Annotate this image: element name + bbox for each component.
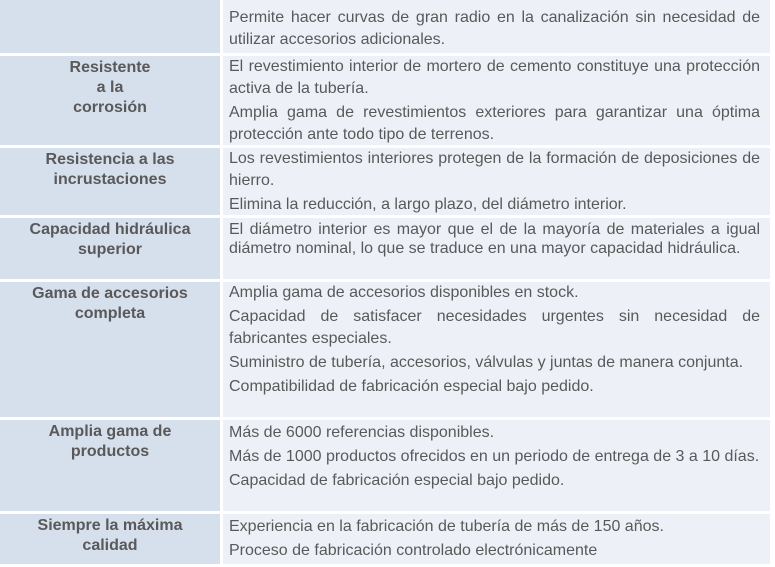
row-paragraph: Los revestimientos interiores protegen de la formación de deposiciones de hierro.: [229, 150, 760, 189]
row-label: Amplia gama de productos: [0, 420, 220, 511]
row-content: [223, 218, 770, 279]
row-paragraph: Proceso de fabricación controlado electrónicamente: [229, 542, 598, 559]
row-paragraph: Amplia gama de revestimientos exteriores para garantizar una óptima protección ante todo tipo de terrenos.: [229, 104, 760, 143]
row-paragraph: Compatibilidad de fabricación especial bajo pedido.: [229, 378, 594, 395]
row-paragraph: Elimina la reducción, a largo plazo, del diámetro interior.: [229, 196, 627, 213]
table-row-incrustations: [0, 148, 770, 218]
row-paragraph: Más de 1000 productos ofrecidos en un periodo de entrega de 3 a 10 días.: [229, 448, 760, 465]
row-label: [0, 0, 220, 53]
row-paragraph: Amplia gama de accesorios disponibles en stock.: [229, 284, 579, 301]
row-content: [223, 514, 770, 564]
table-row-corrosion: [0, 56, 770, 148]
row-paragraph: Capacidad de fabricación especial bajo pedido.: [229, 472, 565, 489]
row-content: [223, 282, 770, 417]
row-content: [223, 0, 770, 53]
row-paragraph: Experiencia en la fabricación de tubería de más de 150 años.: [229, 518, 664, 535]
row-paragraph: Suministro de tubería, accesorios, válvulas y juntas de manera conjunta.: [229, 354, 744, 371]
row-paragraph: Permite hacer curvas de gran radio en la canalización sin necesidad de utilizar accesorios adicionales.: [229, 9, 760, 48]
table-row-hydraulic: [0, 218, 770, 282]
row-label: Siempre la máxima calidad: [0, 514, 220, 564]
row-label: Resistencia a las incrustaciones: [0, 148, 220, 215]
row-content: [223, 148, 770, 215]
row-paragraph: Capacidad de satisfacer necesidades urgentes sin necesidad de fabricantes especiales.: [229, 308, 760, 347]
row-paragraph: El diámetro interior es mayor que el de la mayoría de materiales a igual diámetro nominal, lo que se traduce en una mayor capacidad hidráulica.: [229, 221, 760, 257]
table-row-products: [0, 420, 770, 514]
row-label: Capacidad hidráulica superior: [0, 218, 220, 279]
row-paragraph: El revestimiento interior de mortero de cemento constituye una protección activa de la tubería.: [229, 58, 760, 97]
row-paragraph: Más de 6000 referencias disponibles.: [229, 424, 495, 441]
table-row-quality: [0, 514, 770, 564]
row-label: Resistente a la corrosión: [0, 56, 220, 145]
table-row-radius: [0, 0, 770, 56]
row-label: Gama de accesorios completa: [0, 282, 220, 417]
row-content: [223, 56, 770, 145]
table-row-accessories: [0, 282, 770, 420]
row-content: [223, 420, 770, 511]
